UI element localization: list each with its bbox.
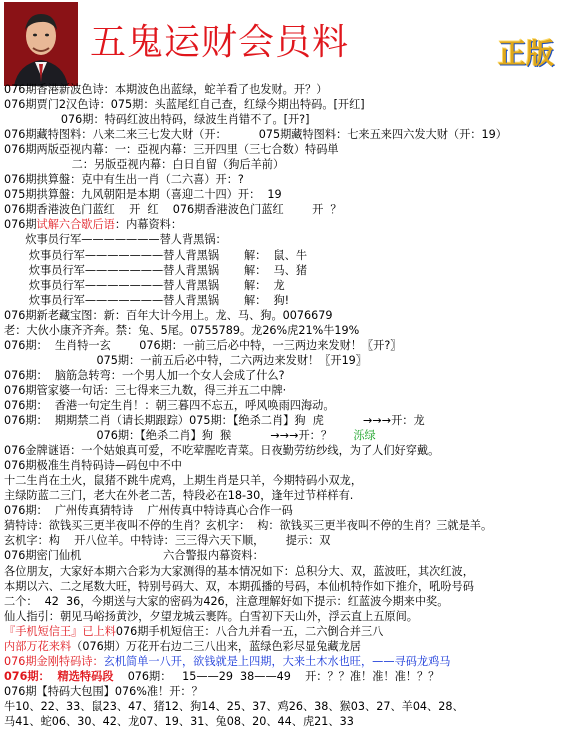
line-segment: 试解六合歇后语 [36, 218, 115, 232]
badge-label: 正版 [497, 37, 554, 70]
text-line [4, 368, 564, 383]
line-segment: 老：大伙小康齐齐奔。禁：兔、5尾。0755789。龙26%虎21%牛19% [4, 323, 360, 337]
text-line [4, 187, 564, 202]
text-line [4, 458, 564, 473]
line-segment: 泺绿 [353, 429, 376, 443]
line-segment: 玄机简单一八开，欲钱就是上四期，大来土木水也旺，——寻码龙鸡马 [103, 654, 451, 668]
line-segment: 炊事员行军———————替人背黑锅 解： 马、猪 [4, 263, 308, 277]
text-line [4, 112, 564, 127]
text-line [4, 338, 564, 353]
line-segment: 075期拱算盤：九风朝阳是本期（喜迎二十四）开： 19 [4, 188, 282, 202]
line-segment: 076期密门仙机 六合警报内幕资料： [4, 549, 264, 563]
line-segment: 076期两版亞视内幕：一：亞视内幕：三开四里（三七合数）特码単 [4, 143, 339, 157]
text-line [4, 248, 564, 263]
text-line [4, 699, 564, 714]
line-segment: 076期管家婆一句话：三七得来三九数，得三并五二中牌· [4, 383, 287, 397]
text-line [4, 127, 564, 142]
text-line [4, 503, 564, 518]
text-line [4, 157, 564, 172]
text-line [4, 443, 564, 458]
line-segment: 076期： 广州传真猜特诗 广州传真中特诗真心合作一码 [4, 504, 293, 518]
text-line [4, 323, 564, 338]
line-segment: ：内幕资料： [114, 218, 183, 232]
portrait-photo [4, 2, 78, 86]
line-segment: 猜特诗：欲钱买三更半夜叫不停的生肖？玄机字： 构：欲钱买三更半夜叫不停的生肖？三就是羊。 [4, 519, 493, 533]
genuine-badge [496, 26, 556, 70]
text-line [4, 232, 564, 247]
line-segment: 炊事员行军———————替人背黑锅 解： 狗! [4, 293, 290, 307]
text-line [4, 518, 564, 533]
line-segment: 仙人指引：朝见马峪扬黄沙，夕望龙城云裹阵。白雪初下天山外，浮云直上五原间。 [4, 609, 418, 623]
text-line [4, 609, 564, 624]
text-line [4, 564, 564, 579]
text-line [4, 488, 564, 503]
line-segment: 马41、蛇06、30、42、龙07、19、31、兔08、20、44、虎21、33 [4, 714, 354, 728]
text-line [4, 308, 564, 323]
text-line [4, 594, 564, 609]
text-line [4, 217, 564, 232]
line-segment: 076期手机短信王：八合九并看一五，二六倒合并三八 [115, 624, 384, 638]
line-segment: 十二生肖在土火，鼠猪不跳牛虎鸡，上期生肖是只羊，今期特码小双龙， [4, 474, 363, 488]
text-line [4, 579, 564, 594]
line-segment: 076期： 15——29 38——49 开：？？准！准！准！？？ [113, 669, 440, 683]
text-line [4, 428, 564, 443]
text-line [4, 353, 564, 368]
line-segment: 076期：【绝杀二肖】狗 猴 →→→开：？ [4, 429, 354, 443]
text-line [4, 97, 564, 112]
line-segment: 玄机字：构 开八位羊。中特诗：三三得六天下顺， 提示：双 [4, 534, 331, 548]
line-segment: 076期： 脑筋急转弯：一个男人加一个女人会成了什么? [4, 368, 285, 382]
line-segment: 076期藏特图料：八来二来三七发大财（开： 075期藏特图料：七来五来四六发大财（开：19） [4, 128, 507, 142]
text-line [4, 82, 564, 97]
line-segment: 各位朋友，大家好本期六合彩为大家测得的基本情况如下：总积分大、双，蓝波旺，其次红波， [4, 564, 474, 578]
line-segment: 『手机短信王』已上料 [4, 624, 116, 638]
line-segment: 076期金刚特码诗： [4, 654, 104, 668]
text-line [4, 654, 564, 669]
line-segment: 076期贾门2汉色诗：075期：头蓝尾红自己查，红绿今期出特码。[开红] [4, 98, 365, 112]
text-line [4, 413, 564, 428]
text-line [4, 278, 564, 293]
line-segment: （076期）万花开右边二三八出来，蓝绿色彩尽显兔藏龙居 [71, 639, 361, 653]
line-segment: 炊事员行军———————替人背黑锅 解： 龙 [4, 278, 285, 292]
portrait-icon [4, 2, 78, 86]
line-segment: 075期：一前五后必中特，二六两边来发财！〖开19〗 [4, 353, 367, 367]
text-line [4, 473, 564, 488]
text-line [4, 263, 564, 278]
line-segment: 内部万花来料 [4, 639, 72, 653]
text-line [4, 714, 564, 729]
text-line [4, 639, 564, 654]
line-segment: 二个： 42 36，今期送与大家的密码为426，注意理解好如下提示：红蓝波今期来中奖。 [4, 594, 449, 608]
text-line [4, 172, 564, 187]
line-segment: 076期新老藏宝图：新：百年大计今用上。龙、马、狗。0076679 [4, 308, 333, 322]
line-segment: 076金牌谜语：一个姑娘真可爱，不吃荤腥吃青菜。日夜勤劳纺纱线，为了人们好穿戴。 [4, 444, 440, 458]
line-segment: 076期香港新波色诗：本期波色出蓝绿，蛇羊看了也发财。开？） [4, 83, 328, 96]
line-segment: 076期： 生肖特一玄 076期：一前三后必中特，一三两边来发财！〖开?〗 [4, 338, 402, 352]
line-segment: 076期拱算盤：克中有生出一肖（二六喜）开：? [4, 173, 244, 187]
text-line [4, 548, 564, 563]
text-line [4, 293, 564, 308]
line-segment: 主绿防蓝二三门，老大在外老二苦，特段必在18-30，逢年过节样样有. [4, 489, 354, 503]
text-line [4, 142, 564, 157]
text-line [4, 202, 564, 217]
text-line [4, 533, 564, 548]
line-segment: 076期：特码红波出特码，绿波生肖错不了。[开?] [4, 113, 310, 127]
line-segment: 二：另版亞视内幕：白日自留（狗后羊前） [4, 158, 285, 172]
line-segment: 牛10、22、33、鼠23、47、猪12、狗14、25、37、鸡26、38、猴03、27、羊04、28、 [4, 699, 464, 713]
line-segment: 076期： 期期禁二肖（请长期跟踪）075期：【绝杀二肖】狗 虎 →→→开：龙 [4, 414, 425, 428]
text-line [4, 383, 564, 398]
text-line [4, 398, 564, 413]
line-segment: 本期以六、二之尾数大旺，特别号码大、双，本期孤播的号码，本仙机特作如下推介，吼吩号码 [4, 579, 474, 593]
content-list [4, 82, 564, 729]
line-segment: 炊事员行军———————替人背黑锅 解： 鼠、牛 [4, 248, 308, 262]
line-segment: 076期【特码大包围】076%准！开：？ [4, 684, 203, 698]
line-segment: 076期： 香港一句定生肖！：朝三暮四不忘五，呼风唤雨四海动。 [4, 398, 335, 412]
line-segment: 炊事员行军———————替人背黑锅： [4, 233, 227, 247]
text-line [4, 684, 564, 699]
text-line [4, 624, 564, 639]
line-segment: 076期： 精选特码段 [4, 669, 114, 683]
line-segment: 076期香港波色门蓝红 开 红 076期香港波色门蓝红 开 ？ [4, 203, 342, 217]
line-segment: 076期 [4, 218, 37, 232]
page-title: 五鬼运财会员料 [90, 22, 350, 63]
text-line [4, 669, 564, 684]
header [0, 0, 567, 88]
line-segment: 076期极准生肖特码诗—码包中不中 [4, 459, 182, 473]
